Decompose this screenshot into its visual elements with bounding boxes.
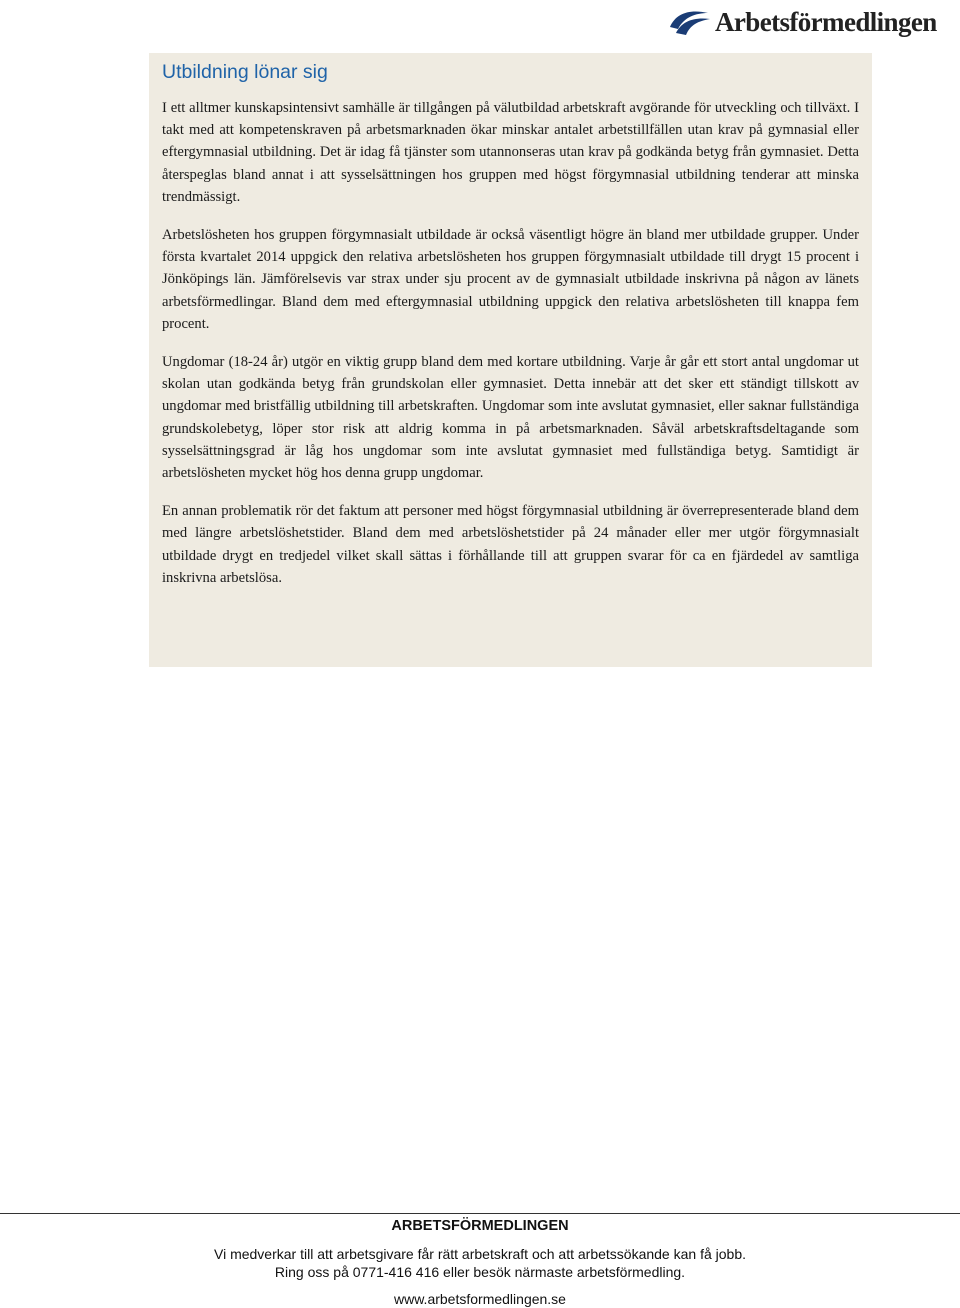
paragraph: Arbetslösheten hos gruppen förgymnasialt utbildade är också väsentligt högre än bland mer utbildade grupper. Under första kvartalet 2014 uppgick den relativa arbetslösheten hos gruppen förgymnasialt utbildade till drygt 15 procent i Jönköpings län. Jämförelsevis var strax under sju procent av de gymnasialt utbildade inskrivna på någon av länets arbetsförmedlingar. Bland dem med eftergymnasial utbildning uppgick den relativa arbetslösheten till knappa fem procent.	[162, 227, 859, 332]
footer-tagline: Vi medverkar till att arbetsgivare får rätt arbetskraft och att arbetssökande kan få jobb.	[213, 1246, 746, 1262]
footer-contact: Ring oss på 0771-416 416 eller besök närmaste arbetsförmedling.	[274, 1264, 686, 1280]
footer	[0, 1213, 960, 1308]
arbetsformedlingen-swoosh-icon	[668, 7, 712, 37]
logo-text: Arbetsförmedlingen	[715, 6, 937, 37]
logo	[668, 4, 950, 40]
footer-org: ARBETSFÖRMEDLINGEN	[391, 1218, 569, 1234]
paragraph: I ett alltmer kunskapsintensivt samhälle är tillgången på välutbildad arbetskraft avgörande för utveckling och tillväxt. I takt med att kompetenskraven på arbetsmarknaden ökar minskar antalet arbetstillfällen utan krav på gymnasial eller eftergymnasial utbildning. Det är idag få tjänster som utannonseras utan krav på godkända betyg från gymnasiet. Detta återspeglas bland annat i att sysselsättningen hos gruppen med högst förgymnasial utbildning tenderar att minska trendmässigt.	[162, 100, 859, 205]
paragraph: Ungdomar (18-24 år) utgör en viktig grupp bland dem med kortare utbildning. Varje år går ett stort antal ungdomar ut skolan utan godkända betyg från grundskolan eller gymnasiet. Detta innebär att det sker ett ständigt tillskott av ungdomar med bristfällig utbildning till arbetskraften. Ungdomar som inte avslutat gymnasiet, eller saknar fullständiga grundskolebetyg, löper stor risk att aldrig komma in på arbetsmarknaden. Såväl arbetskraftsdeltagande som sysselsättningsgrad är låg hos ungdomar som inte avslutat gymnasiet med fullständiga betyg. Samtidigt är arbetslösheten mycket hög hos denna grupp ungdomar.	[162, 354, 859, 482]
footer-url-link[interactable]: www.arbetsformedlingen.se	[394, 1291, 566, 1307]
paragraph: En annan problematik rör det faktum att personer med högst förgymnasial utbildning är överrepresenterade bland dem med längre arbetslöshetstider. Bland dem med arbetslöshetstider på 24 månader eller mer utgör förgymnasialt utbildade drygt en tredjedel vilket skall sättas i förhållande till att gruppen svarar för ca en fjärdedel av samtliga inskrivna arbetslösa.	[162, 503, 859, 586]
info-box	[149, 53, 872, 667]
box-heading: Utbildning lönar sig	[162, 61, 328, 83]
